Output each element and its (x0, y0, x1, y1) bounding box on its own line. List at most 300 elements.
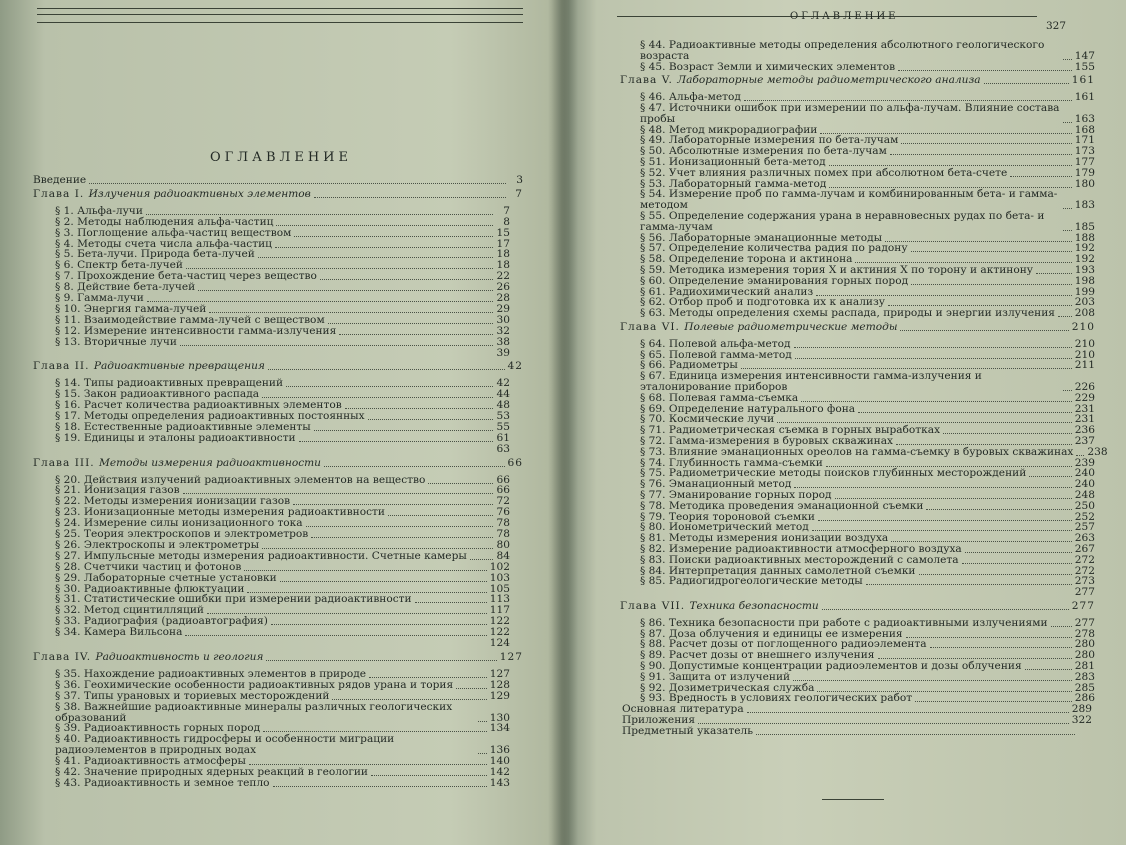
entry-title: Глава V. Лабораторные методы радиометрического анализа (620, 74, 981, 87)
entry-title: Введение (33, 174, 87, 186)
entry-title: § 17. Методы определения радиоактивных постоянных (55, 410, 365, 422)
dot-leader (339, 334, 493, 335)
entry-title: § 49. Лабораторные измерения по бета-лучам (640, 134, 899, 147)
entry-title: § 81. Методы измерения ионизации воздуха (640, 532, 889, 545)
entry-title: § 92. Дозиметрическая служба (640, 681, 815, 694)
page-ref: 127 (499, 650, 523, 663)
entry-title: § 86. Техника безопасности при работе с радиоактивными излучениями (640, 616, 1048, 629)
entry-title: Глава I. Излучения радиоактивных элементов (33, 187, 311, 200)
entry-title: § 64. Полевой альфа-метод (640, 337, 791, 350)
dot-leader (369, 677, 487, 678)
page-ref: 163 (1074, 113, 1095, 125)
page-ref: 63 (496, 442, 510, 455)
entry-title: § 37. Типы урановых и ториевых месторождений (55, 689, 330, 702)
page-ref: 237 (1074, 435, 1095, 447)
dot-leader (371, 775, 487, 776)
entry-title: § 20. Действия излучений радиоактивных элементов на вещество (55, 473, 426, 486)
entry-title: § 40. Радиоактивность гидросферы и особенности миграции радиоэлементов в природных водах (55, 733, 395, 757)
toc-section (640, 103, 1095, 125)
dot-leader (1063, 230, 1072, 231)
entry-title: § 16. Расчет количества радиоактивных элементов (55, 399, 342, 412)
toc-section (640, 62, 1095, 73)
entry-title: § 87. Доза облучения и единицы ее измерения (640, 627, 903, 640)
entry-title: Глава II. Радиоактивные превращения (33, 360, 265, 373)
entry-title: Глава IV. Радиоактивность и геология (33, 650, 264, 663)
page-ref: 280 (1074, 649, 1095, 662)
entry-title: § 36. Геохимические особенности радиоактивных рядов урана и тория (55, 678, 454, 691)
entry-title: § 88. Расчет дозы от поглощенного радиоэлемента (640, 638, 927, 651)
dot-leader (898, 70, 1072, 71)
page-ref: 277 (1074, 616, 1095, 629)
page-ref: 229 (1074, 391, 1095, 404)
dot-leader (911, 284, 1072, 285)
entry-title: § 62. Отбор проб и подготовка их к анализу (640, 296, 886, 309)
dot-leader (1025, 669, 1072, 670)
toc-section (55, 702, 510, 724)
toc-section (55, 433, 510, 444)
dot-leader (456, 688, 487, 689)
dot-leader (320, 279, 493, 280)
entry-title: § 85. Радиогидрогеологические методы (640, 575, 863, 588)
dot-leader (794, 487, 1071, 488)
entry-title: § 78. Методика проведения эманационной съемки (640, 499, 924, 512)
dot-leader (818, 520, 1072, 521)
dot-leader (293, 504, 493, 505)
dot-leader (943, 433, 1072, 434)
page-ref: 61 (496, 431, 510, 444)
entry-title: § 3. Поглощение альфа-частиц веществом (55, 226, 292, 239)
page-ref: 211 (1074, 359, 1095, 372)
dot-leader (247, 592, 486, 593)
page-ref: 42 (507, 360, 523, 373)
dot-leader (415, 602, 487, 603)
entry-title: Глава VI. Полевые радиометрические методы (620, 321, 898, 333)
page-ref: 66 (496, 473, 510, 486)
dot-leader (1063, 390, 1072, 391)
toc-section (55, 734, 510, 756)
left-page (0, 0, 560, 845)
entry-title: § 70. Космические лучи (640, 413, 775, 426)
page-ref: 128 (489, 678, 510, 691)
dot-leader (1076, 455, 1084, 456)
dot-leader (198, 290, 493, 291)
entry-title: Глава III. Методы измерения радиоактивности (33, 456, 321, 469)
page-ref: 39 (496, 346, 510, 359)
dot-leader (276, 225, 493, 226)
entry-title: § 56. Лабораторные эманационные методы (640, 231, 883, 244)
page-ref: 122 (489, 626, 510, 639)
toc-section (640, 371, 1095, 393)
dot-leader (262, 397, 493, 398)
entry-title: § 53. Лабораторный гамма-метод (640, 177, 827, 190)
dot-leader (470, 559, 493, 560)
page-ref: 140 (489, 755, 510, 767)
dot-leader (183, 493, 493, 494)
entry-title: § 93. Вредность в условиях геологических работ (640, 692, 913, 705)
entry-title: § 68. Полевая гамма-съемка (640, 391, 799, 404)
entry-title: § 38. Важнейшие радиоактивные минералы различных геологических образований (55, 700, 453, 724)
entry-title: § 41. Радиоактивность атмосферы (55, 755, 246, 767)
entry-title: § 34. Камера Вильсона (55, 626, 183, 639)
page-ref: 18 (496, 248, 510, 261)
entry-title: § 26. Электроскопы и электрометры (55, 538, 260, 551)
chapter-heading (33, 652, 523, 663)
entry-title: § 32. Метод сцинтилляций (55, 604, 204, 617)
toc-section (640, 576, 1095, 587)
dot-leader (345, 408, 493, 409)
page-ref: 129 (489, 689, 510, 702)
dot-leader (901, 143, 1071, 144)
page-ref: 127 (489, 667, 510, 680)
end-rule (822, 799, 884, 800)
page-ref: 252 (1074, 510, 1095, 523)
dot-leader (268, 369, 505, 370)
dot-leader (829, 165, 1072, 166)
entry-title: § 74. Глубинность гамма-съемки (640, 456, 823, 469)
page-ref: 103 (489, 571, 510, 584)
entry-title: § 76. Эманационный метод (640, 478, 792, 491)
page-ref: 236 (1074, 424, 1095, 437)
page-ref: 231 (1074, 402, 1095, 415)
page-ref: 134 (489, 722, 510, 735)
dot-leader (926, 509, 1071, 510)
page-ref: 281 (1074, 660, 1095, 672)
entry-title: § 45. Возраст Земли и химических элементов (640, 60, 896, 73)
page-ref: 84 (496, 549, 510, 562)
page-ref: 272 (1074, 553, 1095, 566)
toc-section (640, 308, 1095, 319)
page-ref: 179 (1074, 166, 1095, 179)
page-ref: 76 (496, 506, 510, 519)
entry-title: § 4. Методы счета числа альфа-частиц (55, 237, 272, 250)
toc-entry (33, 175, 523, 186)
page-ref: 105 (489, 582, 510, 595)
dot-leader (147, 301, 493, 302)
dot-leader (273, 786, 487, 787)
entry-title: § 48. Метод микрорадиографии (640, 123, 818, 136)
dot-leader (984, 83, 1069, 84)
dot-leader (294, 236, 493, 237)
page-ref: 124 (489, 637, 510, 649)
entry-title: § 66. Радиометры (640, 359, 738, 372)
page-ref: 192 (1074, 253, 1095, 266)
toc-section (55, 573, 510, 584)
dot-leader (900, 330, 1068, 331)
toc-entry (622, 726, 1092, 737)
page-ref: 155 (1074, 60, 1095, 73)
entry-title: § 51. Ионизационный бета-метод (640, 156, 826, 168)
page-ref: 136 (489, 744, 510, 757)
entry-title: § 35. Нахождение радиоактивных элементов в природе (55, 667, 367, 680)
page-ref: 177 (1074, 156, 1095, 168)
dot-leader (249, 764, 487, 765)
page-ref: 278 (1074, 627, 1095, 640)
page-ref: 80 (496, 538, 510, 551)
dot-leader (368, 419, 493, 420)
page-ref: 188 (1074, 231, 1095, 244)
dot-leader (185, 635, 486, 636)
running-header: ОГЛАВЛЕНИЕ (790, 11, 899, 22)
dot-leader (209, 312, 493, 313)
entry-title: § 21. Ионизация газов (55, 484, 180, 497)
dot-leader (698, 723, 1069, 724)
page-ref: 72 (496, 495, 510, 508)
chapter-heading (620, 75, 1095, 86)
entry-title: § 46. Альфа-метод (640, 91, 741, 104)
page-ref: 210 (1074, 348, 1095, 361)
entry-title: § 65. Полевой гамма-метод (640, 348, 792, 361)
page-ref: 285 (1074, 681, 1095, 694)
entry-title: § 28. Счетчики частиц и фотонов (55, 560, 242, 573)
dot-leader (306, 526, 493, 527)
dot-leader (930, 647, 1072, 648)
toc-section (640, 211, 1095, 233)
entry-title: § 84. Интерпретация данных самолетной съемки (640, 564, 916, 577)
entry-title: § 72. Гамма-измерения в буровых скважинах (640, 435, 893, 447)
chapter-heading (33, 458, 523, 469)
entry-title: § 25. Теория электроскопов и электрометров (55, 528, 309, 540)
entry-title: § 89. Расчет дозы от внешнего излучения (640, 649, 875, 662)
entry-title: § 63. Методы определения схемы распада, природы и энергии излучения (640, 307, 1055, 320)
entry-title: § 52. Учет влияния различных помех при абсолютном бета-счете (640, 166, 1008, 179)
entry-title: § 33. Радиография (радиоавтография) (55, 615, 268, 628)
page-ref: 30 (496, 313, 510, 326)
entry-title: § 47. Источники ошибок при измерении по альфа-лучам. Влияние состава пробы (640, 102, 1060, 125)
page-ref: 289 (1071, 703, 1092, 716)
toc-section (55, 337, 510, 348)
entry-title: § 44. Радиоактивные методы определения абсолютного геологического возраста (640, 39, 1045, 62)
page-ref: 130 (489, 711, 510, 724)
entry-title: § 10. Энергия гамма-лучей (55, 302, 207, 315)
page-ref: 29 (496, 302, 510, 315)
toc-section (55, 778, 510, 789)
dot-leader (801, 401, 1072, 402)
dot-leader (906, 637, 1072, 638)
entry-title: Глава VII. Техника безопасности (620, 600, 819, 612)
dot-leader (1036, 273, 1072, 274)
entry-title: Предметный указатель (622, 724, 753, 737)
page-ref: 26 (496, 281, 510, 294)
page-ref: 267 (1074, 543, 1095, 555)
dot-leader (756, 734, 1075, 735)
page-ref: 198 (1074, 274, 1095, 287)
dot-leader (328, 323, 493, 324)
page-ref: 143 (489, 776, 510, 789)
page-ref: 239 (1074, 456, 1095, 469)
entry-title: § 14. Типы радиоактивных превращений (55, 377, 284, 390)
page-ref: 147 (1074, 50, 1095, 62)
dot-leader (299, 441, 493, 442)
dot-leader (332, 699, 486, 700)
toc-section (640, 587, 1095, 598)
dot-leader (919, 574, 1072, 575)
dot-leader (1058, 316, 1072, 317)
dot-leader (896, 444, 1072, 445)
page-title: ОГЛАВЛЕНИЕ (210, 150, 353, 165)
page-ref: 203 (1074, 296, 1095, 309)
page-ref: 277 (1074, 586, 1095, 599)
page-ref: 280 (1074, 638, 1095, 651)
entry-title: § 39. Радиоактивность горных пород (55, 722, 261, 735)
dot-leader (311, 537, 493, 538)
toc-section (55, 228, 510, 239)
chapter-title: Радиоактивные превращения (93, 360, 265, 373)
dot-leader (965, 552, 1072, 553)
dot-leader (263, 731, 487, 732)
top-ornament (37, 8, 523, 23)
entry-title: § 30. Радиоактивные флюктуации (55, 582, 245, 595)
entry-title: § 59. Методика измерения тория Х и актиния Х по торону и актинону (640, 264, 1033, 276)
dot-leader (428, 483, 493, 484)
dot-leader (962, 563, 1072, 564)
dot-leader (388, 515, 493, 516)
dot-leader (822, 609, 1069, 610)
right-page (565, 0, 1126, 845)
toc-section (55, 691, 510, 702)
entry-title: § 77. Эманирование горных пород (640, 489, 832, 501)
toc-section (55, 638, 510, 649)
page-ref: 7 (503, 204, 510, 217)
entry-title: Основная литература (622, 703, 744, 716)
page-ref: 161 (1074, 91, 1095, 104)
entry-title: § 15. Закон радиоактивного распада (55, 388, 260, 401)
dot-leader (280, 581, 487, 582)
dot-leader (885, 241, 1072, 242)
chapter-heading (620, 322, 1095, 333)
entry-title: § 7. Прохождение бета-частиц через вещество (55, 270, 317, 283)
dot-leader (890, 154, 1072, 155)
page-ref: 42 (496, 377, 510, 390)
entry-title: § 13. Вторичные лучи (55, 335, 177, 348)
page-ref: 78 (496, 528, 510, 540)
entry-title: § 29. Лабораторные счетные установки (55, 571, 277, 584)
dot-leader (1063, 59, 1072, 60)
page-ref: 7 (515, 187, 523, 200)
dot-leader (324, 466, 505, 467)
dot-leader (478, 753, 487, 754)
entry-title: § 79. Теория тороновой съемки (640, 510, 815, 523)
entry-title: § 55. Определение содержания урана в неравновесных рудах по бета- и гамма-лучам (640, 210, 1045, 233)
entry-title: § 23. Ионизационные методы измерения радиоактивности (55, 506, 385, 519)
dot-leader (795, 358, 1072, 359)
page-ref: 263 (1074, 532, 1095, 545)
page-ref: 161 (1071, 74, 1095, 87)
page-ref: 8 (503, 215, 510, 228)
page-ref: 32 (496, 324, 510, 337)
chapter-title: Техника безопасности (689, 600, 819, 612)
page-ref: 48 (496, 399, 510, 412)
entry-title: § 24. Измерение силы ионизационного тока (55, 517, 303, 530)
page-ref: 183 (1074, 199, 1095, 212)
chapter-title: Излучения радиоактивных элементов (88, 187, 311, 200)
dot-leader (835, 498, 1072, 499)
entry-title: § 1. Альфа-лучи (55, 204, 143, 217)
dot-leader (271, 624, 487, 625)
entry-title: § 27. Импульсные методы измерения радиоактивности. Счетные камеры (55, 549, 467, 562)
dot-leader (180, 345, 493, 346)
page-ref: 208 (1074, 307, 1095, 320)
page-ref: 272 (1074, 564, 1095, 577)
dot-leader (1010, 176, 1071, 177)
dot-leader (747, 712, 1069, 713)
page-ref: 248 (1074, 489, 1095, 501)
entry-title: § 69. Определение натурального фона (640, 402, 856, 415)
entry-title: § 9. Гамма-лучи (55, 292, 144, 304)
toc-section (55, 444, 510, 455)
dot-leader (89, 183, 506, 184)
page-ref: 199 (1074, 285, 1095, 298)
page-ref: 102 (489, 560, 510, 573)
entry-title: § 18. Естественные радиоактивные элементы (55, 420, 311, 433)
dot-leader (146, 214, 493, 215)
page-ref: 192 (1074, 242, 1095, 255)
page-ref: 173 (1074, 145, 1095, 158)
entry-title: § 57. Определение количества радия по радону (640, 242, 908, 255)
dot-leader (915, 701, 1072, 702)
page-ref: 66 (507, 456, 523, 469)
page-ref: 44 (496, 388, 510, 401)
entry-title: Приложения (622, 714, 696, 726)
page-ref: 55 (496, 420, 510, 433)
page-ref: 15 (496, 226, 510, 239)
toc-section (55, 627, 510, 638)
page-ref: 283 (1074, 670, 1095, 683)
entry-title: § 82. Измерение радиоактивности атмосферного воздуха (640, 543, 962, 555)
dot-leader (1029, 476, 1072, 477)
entry-title: § 80. Ионометрический метод (640, 521, 809, 534)
page-number: 327 (1046, 20, 1067, 32)
page-ref: 210 (1071, 321, 1095, 333)
page-ref: 38 (496, 335, 510, 348)
page-ref: 231 (1074, 413, 1095, 426)
toc-section (55, 348, 510, 359)
page-ref: 185 (1074, 221, 1095, 233)
chapter-title: Методы измерения радиоактивности (99, 456, 321, 469)
toc-section (640, 189, 1095, 211)
entry-title: § 58. Определение торона и актинона (640, 253, 853, 266)
entry-title: § 75. Радиометрические методы поисков глубинных месторождений (640, 467, 1027, 480)
dot-leader (314, 197, 506, 198)
entry-title: § 61. Радиохимический анализ (640, 285, 814, 298)
chapter-title: Полевые радиометрические методы (684, 321, 898, 333)
page-ref: 22 (496, 270, 510, 283)
page-ref: 322 (1071, 714, 1092, 726)
toc-section (640, 40, 1095, 62)
page-ref: 226 (1074, 381, 1095, 394)
chapter-heading (33, 361, 523, 372)
entry-title: § 19. Единицы и эталоны радиоактивности (55, 431, 296, 444)
page-ref: 66 (496, 484, 510, 497)
dot-leader (1051, 626, 1072, 627)
entry-title: § 43. Радиоактивность и земное тепло (55, 776, 270, 789)
chapter-title: Радиоактивность и геология (95, 650, 264, 663)
page-ref: 240 (1074, 478, 1095, 491)
dot-leader (478, 721, 487, 722)
entry-title: § 31. Статистические ошибки при измерении радиоактивности (55, 593, 412, 606)
dot-leader (207, 613, 487, 614)
entry-title: § 91. Защита от излучений (640, 670, 791, 683)
page-ref: 273 (1074, 575, 1095, 588)
entry-title: § 73. Влияние эманационных ореолов на гамма-съемку в буровых скважинах (640, 445, 1074, 458)
chapter-heading (33, 189, 523, 200)
page-ref: 210 (1074, 337, 1095, 350)
dot-leader (286, 386, 493, 387)
page-ref: 250 (1074, 499, 1095, 512)
entry-title: § 50. Абсолютные измерения по бета-лучам (640, 145, 887, 158)
page-ref: 18 (496, 259, 510, 272)
entry-title: § 5. Бета-лучи. Природа бета-лучей (55, 248, 255, 261)
dot-leader (262, 548, 493, 549)
